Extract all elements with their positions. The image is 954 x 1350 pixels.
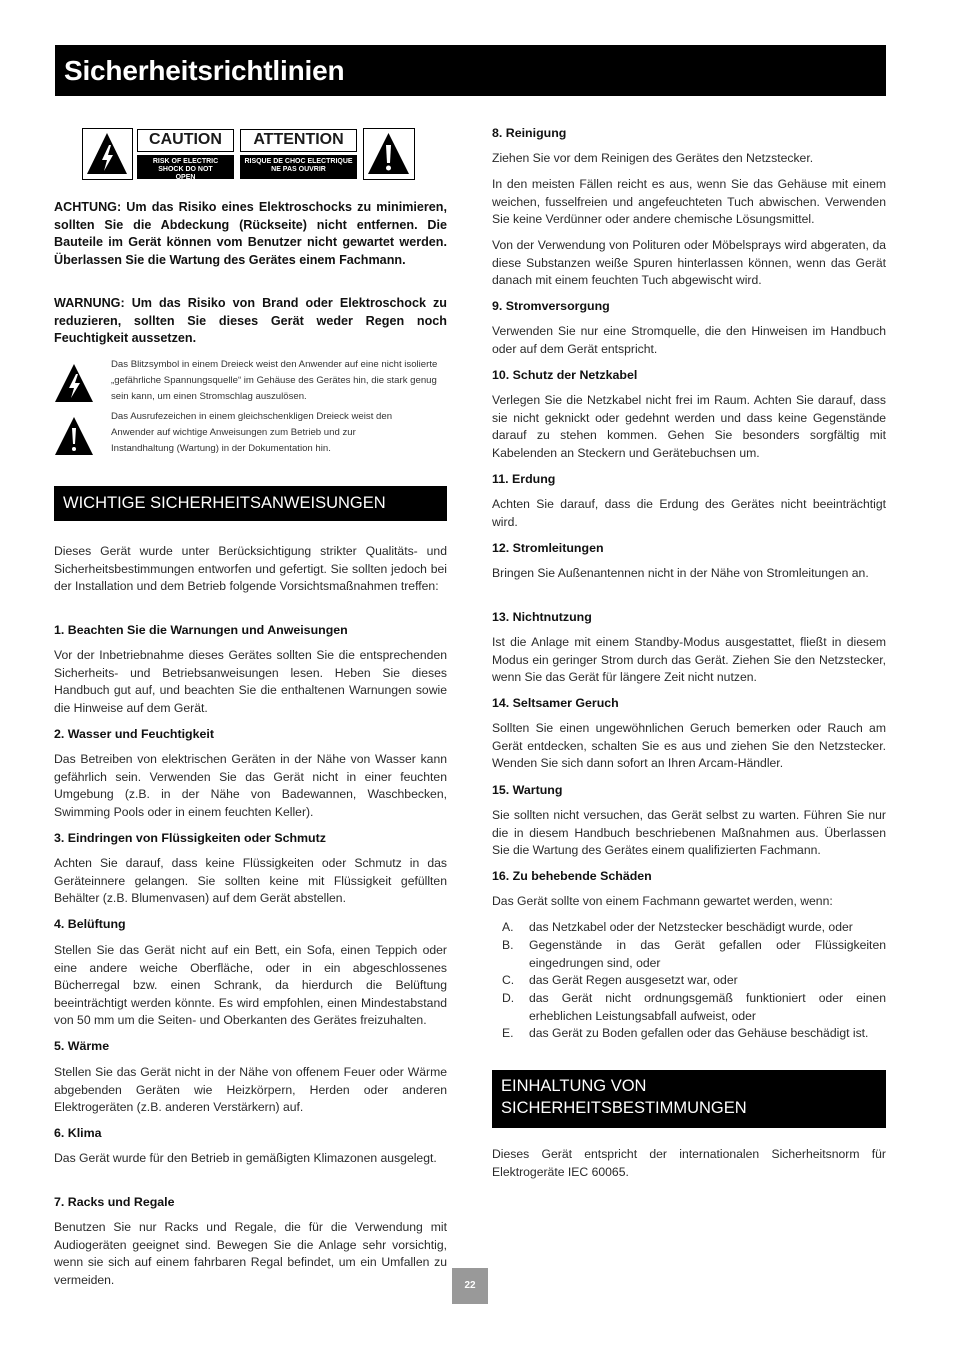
lightning-warning-icon: [82, 128, 133, 180]
section-heading-compliance: [492, 1070, 886, 1128]
attention-text: ATTENTION: [240, 129, 357, 152]
page-title: Sicherheitsrichtlinien: [64, 55, 345, 86]
item-4-title: 4. Belüftung: [54, 917, 126, 931]
item-13-text: Ist die Anlage mit einem Standby-Modus ausgestattet, fließt in diesem Modus ein geringer Strom durch das Gerät. Ziehen Sie den Netzstecker, wenn Sie das Gerät für längere Zeit nicht nutzen.: [492, 635, 886, 685]
item-2-text: Das Betreiben von elektrischen Geräten in der Nähe von Wasser kann gefährlich sein. Verwenden Sie das Gerät nicht in einer feuchten Umgebung (z.B. in der Nähe von Badewannen, Waschbecken, Swimming Pools oder in einem feuchten Keller).: [54, 752, 447, 819]
section-heading-important: WICHTIGE SICHERHEITSANWEISUNGEN: [54, 486, 447, 521]
item-4-text: Stellen Sie das Gerät nicht auf ein Bett, ein Sofa, einen Teppich oder eine andere weiche Oberfläche, oder in ein abgeschlossenes Bücherregal bzw. einen Schrank, da hierdurch die Belüftung beeinträchtigt werden könnte. Es wird empfohlen, einen Mindestabstand von 50 mm um die Seiten- und Oberkanten des Gerätes freizuhalten.: [54, 943, 447, 1028]
exclamation-warning-icon: [363, 128, 415, 180]
item-1-text: Vor der Inbetriebnahme dieses Gerätes sollten Sie die entsprechenden Sicherheits- und Betriebsanweisungen lesen. Heben Sie dieses Handbuch gut auf, und beachten Sie die enthaltenen Warnungen sowie die Hinweise auf dem Gerät.: [54, 648, 447, 715]
item-5-text: Stellen Sie das Gerät nicht in der Nähe von offenem Feuer oder Wärme abgebenden Geräten wie Heizkörpern, Herden oder anderen Elektrogeräten (z.B. anderen Verstärkern) auf.: [54, 1065, 447, 1115]
exclamation-note: Das Ausrufezeichen in einem gleichschenkligen Dreieck weist den Anwender auf wichtige Anweisungen zum Betrieb und zur Instandhaltung (Wartung) in der Dokumentation hin.: [111, 411, 393, 454]
item-3-title: 3. Eindringen von Flüssigkeiten oder Schmutz: [54, 831, 326, 845]
item-2-title: 2. Wasser und Feuchtigkeit: [54, 727, 214, 741]
item-15-title: 15. Wartung: [492, 783, 563, 797]
item-14-title: 14. Seltsamer Geruch: [492, 696, 619, 710]
item-15-text: Sie sollten nicht versuchen, das Gerät selbst zu warten. Führen Sie nur die in diesem Handbuch beschriebenen Maßnahmen aus. Überlassen Sie die Wartung des Gerätes einem qualifizierten Fachmann.: [492, 808, 886, 858]
item-10-title: 10. Schutz der Netzkabel: [492, 368, 638, 382]
item-6-title: 6. Klima: [54, 1126, 102, 1140]
caution-text: CAUTION: [137, 129, 234, 152]
item-9-text: Verwenden Sie nur eine Stromquelle, die den Hinweisen im Handbuch oder auf dem Gerät entspricht.: [492, 324, 886, 356]
item-6-text: Das Gerät wurde für den Betrieb in gemäßigten Klimazonen ausgelegt.: [54, 1151, 437, 1165]
achtung-warning: ACHTUNG: Um das Risiko eines Elektroschocks zu minimieren, sollten Sie die Abdeckung (Rückseite) nicht entfernen. Die Bauteile im Gerät können vom Benutzer nicht gewartet werden. Überlassen Sie die Wartung des Gerätes einem Fachmann.: [54, 200, 447, 268]
item-9-title: 9. Stromversorgung: [492, 299, 610, 313]
item-16-title: 16. Zu behebende Schäden: [492, 869, 652, 883]
item-7-title: 7. Racks und Regale: [54, 1195, 175, 1209]
caution-subtext: RISK OF ELECTRIC SHOCK DO NOT OPEN: [137, 155, 234, 179]
item-3-text: Achten Sie darauf, dass keine Flüssigkeiten oder Schmutz in das Geräteinnere gelangen. Sie sollten keine mit Flüssigkeit gefüllten Behälter (z.B. Blumenvasen) auf dem Gerät abstellen.: [54, 856, 447, 906]
item-10-text: Verlegen Sie die Netzkabel nicht frei im Raum. Achten Sie darauf, dass sie nicht geknickt oder gedehnt werden und dass keine Gegenstände darauf zu stehen kommen. Gehen Sie besonders sorgfältig mit Kabelenden an Steckern und Gerätebuchsen um.: [492, 393, 886, 460]
item-11-title: 11. Erdung: [492, 472, 556, 486]
lightning-note-icon: [54, 363, 94, 403]
page-number: 22: [452, 1268, 488, 1304]
item-7-text: Benutzen Sie nur Racks und Regale, die für die Verwendung mit Audiogeräten geeignet sind. Bewegen Sie die Anlage sehr vorsichtig, wenn sie sich auf einem fahrbaren Regal befindet, um ein Umfallen zu vermeiden.: [54, 1220, 447, 1287]
section-heading-line2: SICHERHEITSBESTIMMUNGEN: [501, 1099, 747, 1117]
item-12-title: 12. Stromleitungen: [492, 541, 604, 555]
exclamation-note-icon: [54, 416, 94, 456]
item-13-title: 13. Nichtnutzung: [492, 610, 592, 624]
caution-label: [82, 128, 416, 180]
page-title-bar: [55, 45, 886, 96]
section-heading-line1: EINHALTUNG VON: [501, 1077, 647, 1095]
item-11-text: Achten Sie darauf, dass die Erdung des Gerätes nicht beeinträchtigt wird.: [492, 497, 886, 529]
warnung-warning: WARNUNG: Um das Risiko von Brand oder Elektroschock zu reduzieren, sollten Sie dieses Gerät weder Regen noch Feuchtigkeit aussetzen.: [54, 296, 447, 346]
item-14-text: Sollten Sie einen ungewöhnlichen Geruch bemerken oder Rauch am Gerät entdecken, schalten Sie es aus und ziehen Sie den Netzstecker. Wenden Sie sich dann sofort an Ihren Arcam-Händler.: [492, 721, 886, 771]
item-8-para-1: Ziehen Sie vor dem Reinigen des Gerätes den Netzstecker.: [492, 151, 814, 165]
item-8-title: 8. Reinigung: [492, 126, 567, 140]
item-12-text: Bringen Sie Außenantennen nicht in der Nähe von Stromleitungen an.: [492, 566, 869, 580]
lightning-note: Das Blitzsymbol in einem Dreieck weist den Anwender auf eine nicht isolierte „gefährliche Spannungsquelle“ im Gehäuse des Gerätes hin, die stark genug sein kann, um einen Stromschlag auszulösen.: [111, 359, 438, 402]
compliance-text: Dieses Gerät entspricht der internationalen Sicherheitsnorm für Elektrogeräte IEC 60065.: [492, 1147, 886, 1179]
attention-subtext: RISQUE DE CHOC ELECTRIQUE NE PAS OUVRIR: [240, 155, 357, 179]
item-5-title: 5. Wärme: [54, 1039, 110, 1053]
item-8-para-3: Von der Verwendung von Polituren oder Möbelsprays wird abgeraten, da diese Substanzen weiße Spuren hinterlassen können, wenn das Gerät danach mit einem feuchten Tuch abgewischt wird.: [492, 238, 886, 288]
item-8-para-2: In den meisten Fällen reicht es aus, wenn Sie das Gehäuse mit einem weichen, fusselfreien und angefeuchteten Tuch abwischen. Verwenden Sie keine Verdünner oder andere chemische Lösungsmittel.: [492, 177, 886, 227]
intro-text: Dieses Gerät wurde unter Berücksichtigung strikter Qualitäts- und Sicherheitsbestimmungen entworfen und gefertigt. Sie sollten jedoch bei der Installation und dem Betrieb folgende Vorsichtsmaßnahmen treffen:: [54, 544, 447, 594]
item-16-text: Das Gerät sollte von einem Fachmann gewartet werden, wenn:: [492, 894, 833, 908]
item-1-title: 1. Beachten Sie die Warnungen und Anweisungen: [54, 623, 348, 637]
